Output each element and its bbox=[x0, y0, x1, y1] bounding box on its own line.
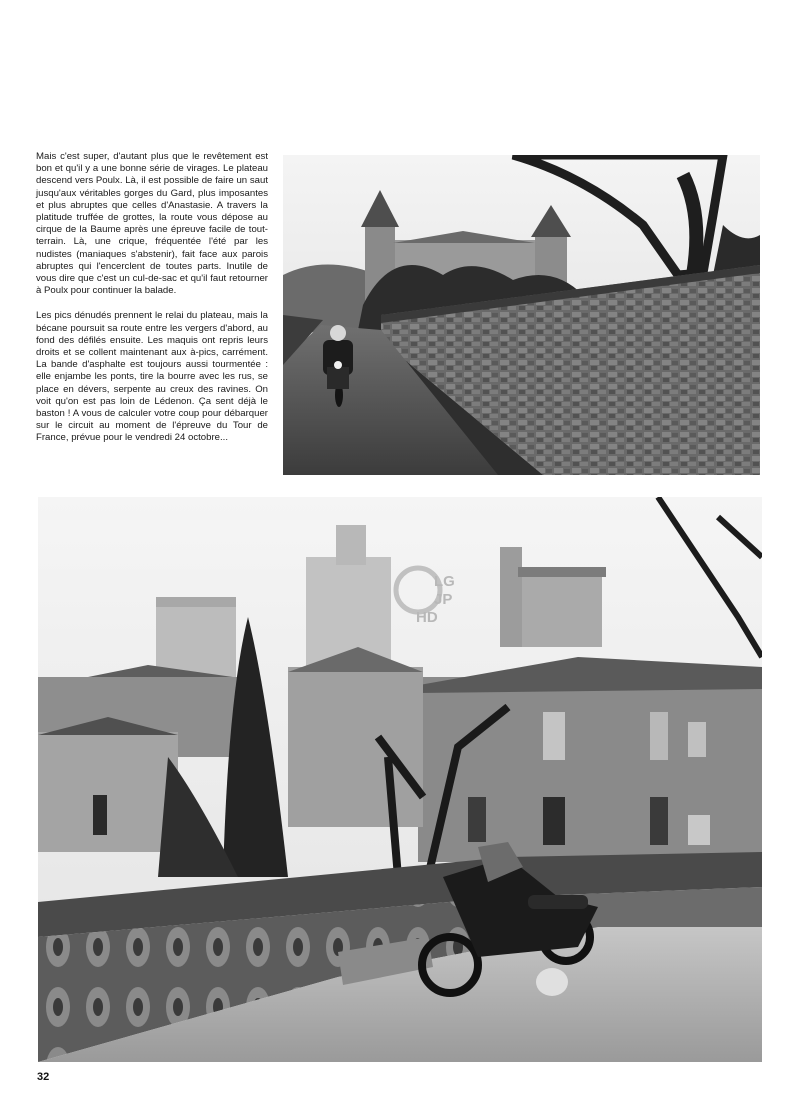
watermark-line-1: LG bbox=[434, 573, 455, 590]
article-text-column bbox=[36, 151, 268, 458]
page-number: 32 bbox=[37, 1071, 50, 1083]
watermark-line-2: JP bbox=[434, 591, 453, 608]
watermark-logo bbox=[392, 560, 464, 632]
article-paragraph-2: Les pics dénudés prennent le relai du plateau, mais la bécane poursuit sa route entre les vergers d'abord, au fond des défilés ensuite. Les maquis ont repris leurs droits et se collent maintenant aux à-pics, carrément. La bande d'asphalte est toujours aussi tourmentée : elle enjambe les ponts, tire la bourre avec les rus, se place en dévers, serpente au creux des ravines. On voit qu'on est pas loin de Lédenon. Ça sent déjà le baston ! A vous de calculer votre coup pour débarquer sur le circuit au moment de l'épreuve du Tour de France, prévue pour le vendredi 24 octobre... bbox=[36, 310, 268, 444]
watermark-line-3: HD bbox=[416, 609, 438, 626]
article-paragraph-1: Mais c'est super, d'autant plus que le revêtement est bon et qu'il y a une bonne série de virages. Le plateau descend vers Poulx. Là, il est possible de faire un saut jusqu'aux véritables gorges du Gard, plus imposantes et plus abruptes que celles d'Anastasie. A travers la platitude truffée de grottes, la route vous dépose au cirque de la Baume après une épreuve facile de tout-terrain. Là, une crique, fréquentée l'été par les nudistes (maniaques s'abstenir), fait face aux parois abruptes qui l'encerclent de toutes parts. Inutile de vous dire que c'est un cul-de-sac et qu'il faut retourner à Poulx pour continuer la balade. bbox=[36, 151, 268, 297]
photo-castle-road-motorcycle bbox=[283, 155, 760, 475]
